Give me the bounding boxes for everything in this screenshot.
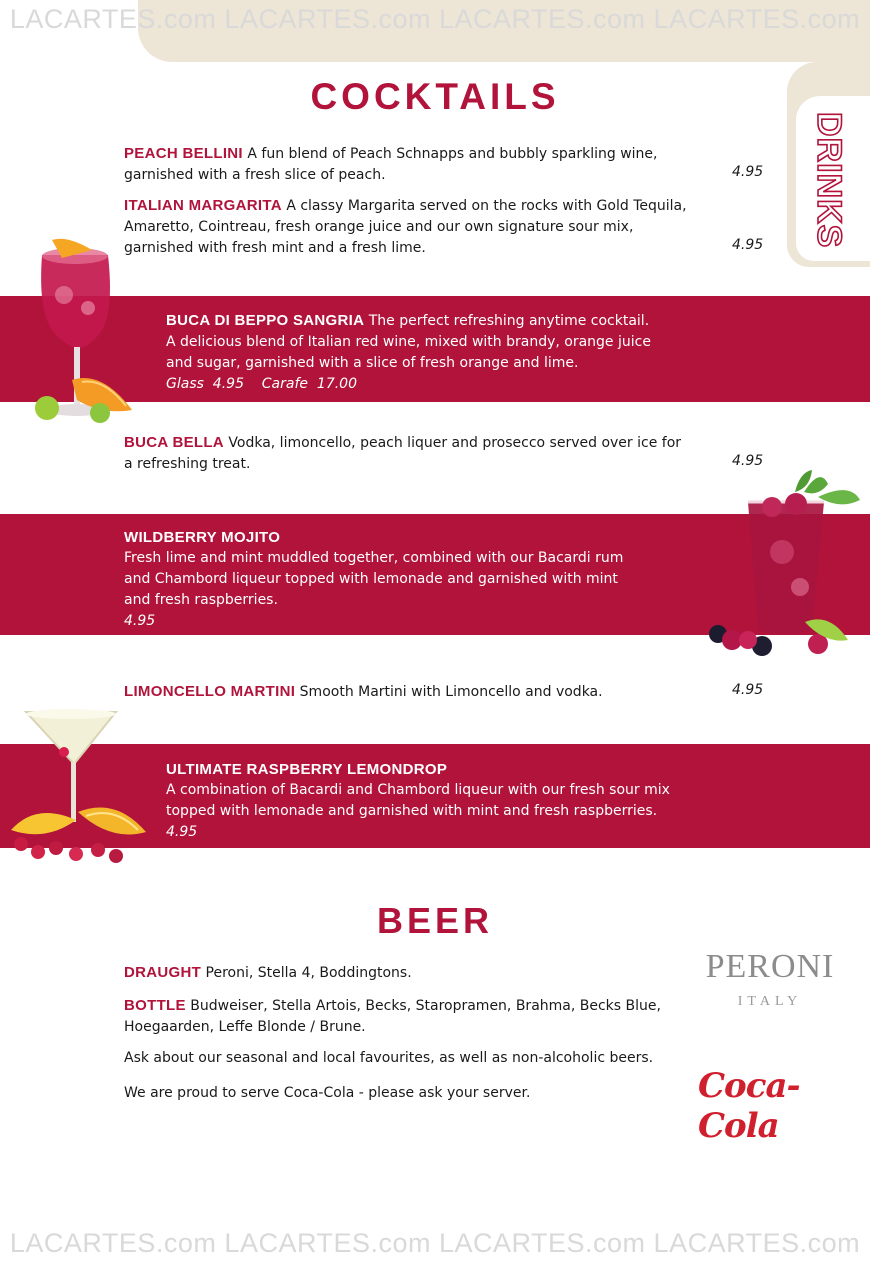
item-desc: Amaretto, Cointreau, fresh orange juice and our own signature sour mix, [124,219,634,235]
menu-item-peach-bellini [124,143,724,186]
item-price: 4.95 [732,453,764,469]
coca-cola-note: We are proud to serve Coca-Cola - please ask your server. [124,1085,531,1101]
beer-title: BEER [376,900,494,941]
watermark-bottom: LACARTES.com LACARTES.com LACARTES.com LACARTES.com [9,1228,861,1258]
item-desc: Vodka, limoncello, peach liquer and prosecco served over ice for [228,435,682,451]
menu-item-bottle [124,995,704,1038]
item-name: PEACH BELLINI [124,145,243,162]
item-desc: a refreshing treat. [124,456,251,472]
item-desc: and Chambord liqueur topped with lemonade and garnished with mint [124,571,618,587]
menu-item-buca-bella [124,432,724,475]
item-name: BUCA BELLA [124,434,224,451]
item-price: 4.95 [732,237,764,253]
item-desc: A classy Margarita served on the rocks with Gold Tequila, [286,198,687,214]
cocktails-title: COCKTAILS [310,76,560,117]
martini-glass-image [6,702,156,867]
item-desc: A fun blend of Peach Schnapps and bubbly sparkling wine, [247,146,658,162]
item-desc: garnished with fresh mint and a fresh lime. [124,240,426,256]
coca-cola-logo: Coca-Cola [698,1066,800,1146]
menu-item-limoncello-martini [124,681,724,703]
item-name: BUCA DI BEPPO SANGRIA [166,312,365,329]
menu-item-raspberry-lemondrop [166,759,746,843]
mojito-glass-image [700,462,865,662]
item-desc: Smooth Martini with Limoncello and vodka. [299,684,603,700]
menu-item-wildberry-mojito [124,527,704,632]
watermark-top: LACARTES.com LACARTES.com LACARTES.com LACARTES.com [9,4,861,34]
menu-item-sangria [166,310,726,395]
item-desc: and sugar, garnished with a slice of fresh orange and lime. [166,355,579,371]
seasonal-note: Ask about our seasonal and local favourites, as well as non-alcoholic beers. [124,1050,654,1066]
item-name: WILDBERRY MOJITO [124,529,281,546]
item-name: BOTTLE [124,997,186,1014]
peroni-logo: PERONI [705,948,835,985]
item-price: 4.95 [166,824,198,840]
item-desc: and fresh raspberries. [124,592,278,608]
item-name: ULTIMATE RASPBERRY LEMONDROP [166,761,448,778]
item-name: DRAUGHT [124,964,202,981]
menu-item-draught [124,962,704,984]
item-desc: topped with lemonade and garnished with mint and fresh raspberries. [166,803,658,819]
item-desc: Peroni, Stella 4, Boddingtons. [205,965,412,981]
item-price: 4.95 [732,682,764,698]
item-desc: A combination of Bacardi and Chambord liqueur with our fresh sour mix [166,782,670,798]
item-price: 4.95 [124,613,156,629]
item-desc: A delicious blend of Italian red wine, mixed with brandy, orange juice [166,334,651,350]
item-desc: Fresh lime and mint muddled together, combined with our Bacardi rum [124,550,624,566]
item-name: LIMONCELLO MARTINI [124,683,296,700]
item-desc: The perfect refreshing anytime cocktail. [368,313,650,329]
item-price: 4.95 [732,164,764,180]
menu-item-italian-margarita [124,195,724,259]
item-name: ITALIAN MARGARITA [124,197,282,214]
item-desc: Hoegaarden, Leffe Blonde / Brune. [124,1019,366,1035]
item-price: Glass 4.95 Carafe 17.00 [166,376,357,392]
item-desc: Budweiser, Stella Artois, Becks, Staropramen, Brahma, Becks Blue, [190,998,661,1014]
sangria-glass-image [22,230,152,425]
peroni-logo-subtitle: ITALY [737,994,803,1009]
side-tab-label: DRINKS [810,112,848,249]
item-desc: garnished with a fresh slice of peach. [124,167,386,183]
